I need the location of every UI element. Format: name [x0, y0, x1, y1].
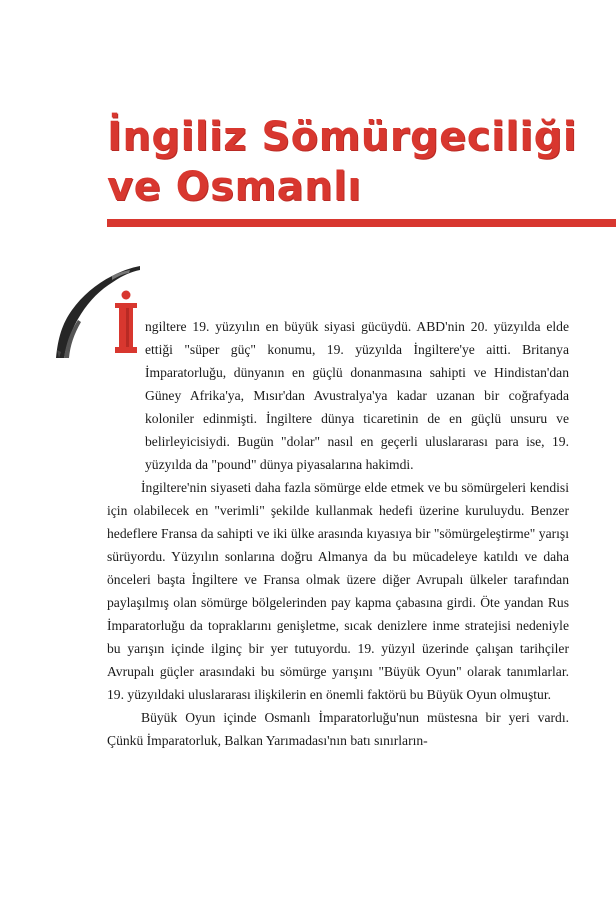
paragraph-2: İngiltere'nin siyaseti daha fazla sömürge elde etmek ve bu sömürgeleri kendisi için olabilecek en "verimli" şekilde kullanmak hedefi üzerine kuruluydu. Benzer hedeflere Fransa da sahipti ve iki ülke arasında kıyasıya bir "sömürgeleştirme" yarışı sürüyordu. Yüzyılın sonlarına doğru Almanya da bu mücadeleye katıldı ve daha önceleri başta İngiltere ve Fransa olmak üzere diğer Avrupalı ülkeler tarafından paylaşılmış olan sömürge bölgelerinden pay kapma çabasına girdi. Öte yandan Rus İmparatorluğu da topraklarını genişletme, sıcak denizlere inme stratejisi nedeniyle bu yarışın içinde ilginç bir yer tutuyordu. 19. yüzyıl üzerinde çalışan tarihçiler Avrupalı güçler arasındaki bu sömürge yarışını "Büyük Oyun" olarak tanımlarlar. 19. yüzyıldaki uluslararası ilişkilerin en önemli faktörü bu Büyük Oyun olmuştur. — [107, 480, 569, 702]
title-line-1: İngiliz Sömürgeciliği — [107, 114, 577, 160]
title-divider — [107, 219, 616, 227]
article-body — [107, 315, 569, 752]
paragraph-3: Büyük Oyun içinde Osmanlı İmparatorluğu'nun müstesna bir yeri vardı. Çünkü İmparatorluk, Balkan Yarımadası'nın batı sınırların- — [107, 710, 569, 748]
page-title — [107, 112, 577, 212]
paragraph-1: ngiltere 19. yüzyılın en büyük siyasi gücüydü. ABD'nin 20. yüzyılda elde ettiği "süper güç" konumu, 19. yüzyılda İngiltere'ye aitti. Britanya İmparatorluğu, dünyanın en güçlü donanmasına sahipti ve Hindistan'dan Güney Afrika'ya, Mısır'dan Avustralya'ya kadar uzanan bir coğrafyada koloniler edinmişti. İngiltere dünya ticaretinin de en güçlü unsuru ve belirleyicisiydi. Bugün "dolar" nasıl en geçerli uluslararası para ise, 19. yüzyılda da "pound" dünya piyasalarına hakimdi. — [145, 319, 569, 472]
title-line-2: ve Osmanlı — [107, 164, 362, 210]
